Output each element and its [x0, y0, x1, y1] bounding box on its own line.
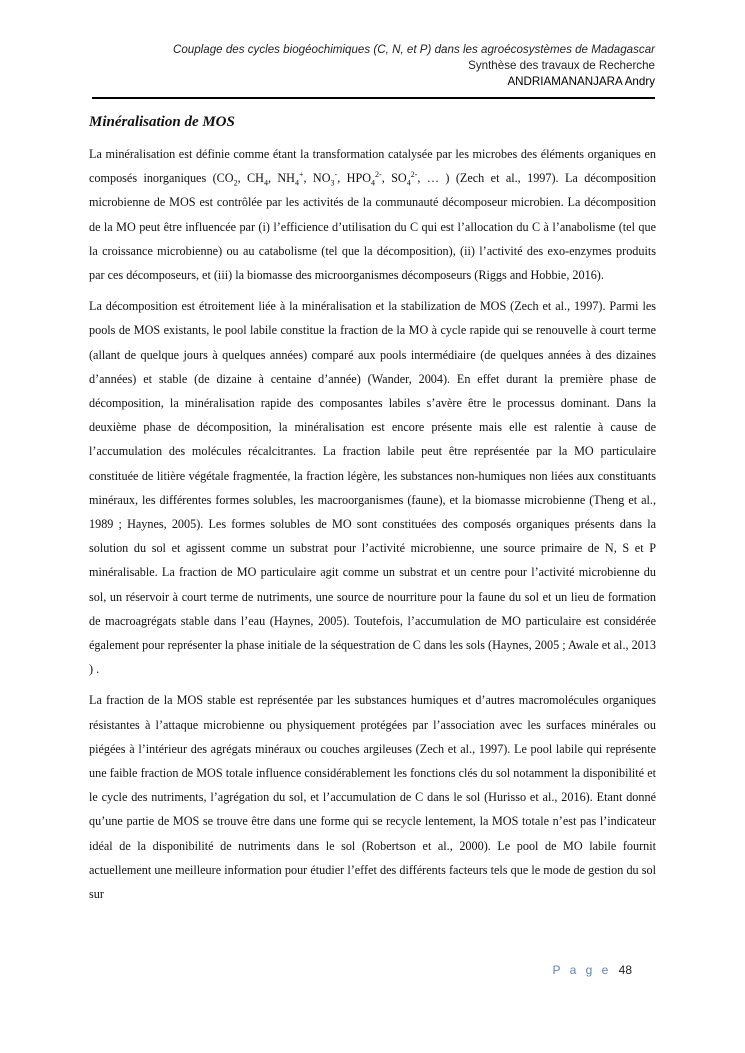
- running-header: [173, 42, 655, 90]
- header-title: Couplage des cycles biogéochimiques (C, N, et P) dans les agroécosystèmes de Madagascar: [172, 43, 655, 56]
- header-author: ANDRIAMANANJARA Andry: [507, 75, 655, 88]
- page-body: [89, 111, 656, 913]
- page-footer: [552, 963, 632, 977]
- page-number: 48: [618, 963, 632, 977]
- header-rule: [92, 97, 655, 99]
- paragraph-2: La décomposition est étroitement liée à la minéralisation et la stabilization de MOS (Zech et al., 1997). Parmi les pools de MOS existants, le pool labile constitue la fraction de la MO à cycle rapide qui se renouvelle à court terme (allant de quelque jours à quelques années) comparé aux pools intermédiaire (de quelques années à des dizaines d’années) et stable (de dizaine à centaine d’année) (Wander, 2004). En effet durant la première phase de décomposition, la minéralisation rapide des composantes labiles s’avère être le processus dominant. Dans la deuxième phase de décomposition, la minéralisation est encore présente mais elle est ralentie à cause de l’accumulation des molécules récalcitrantes. La fraction labile peut être représentée par la MO particulaire constituée de litière végétale fragmentée, la fraction légère, les substances non-humiques non liées aux constituants minéraux, les différentes formes solubles, les macroorganismes (faune), et la biomasse microbienne (Theng et al., 1989 ; Haynes, 2005). Les formes solubles de MO sont constituées des composés organiques présents dans la solution du sol et agissent comme un substrat pour l’activité microbienne, une source primaire de N, S et P minéralisable. La fraction de MO particulaire agit comme un substrat et un centre pour l’activité microbienne du sol, un réservoir à court terme de nutriments, une source de nourriture pour la faune du sol et un lieu de formation de macroagrégats stable dans l’eau (Haynes, 2005). Toutefois, l’accumulation de MO particulaire est considérée également pour représenter la phase initiale de la séquestration de C dans les sols (Haynes, 2005 ; Awale et al., 2013 ) .: [89, 299, 656, 677]
- paragraph-3: La fraction de la MOS stable est représentée par les substances humiques et d’autres macromolécules organiques résistantes à l’attaque microbienne ou physiquement protégées par l’association avec les surfaces minérales ou piégées à l’intérieur des agrégats minéraux ou couches argileuses (Zech et al., 1997). Le pool labile qui représente une faible fraction de MOS totale influence considérablement les fonctions clés du sol notamment la disponibilité et le cycle des nutriments, l’agrégation du sol, et l’accumulation de C dans le sol (Hurisso et al., 2016). Etant donné qu’une partie de MOS se trouve être dans une forme qui se recycle lentement, la MOS totale n’est pas l’indicateur idéal de la disponibilité de nutriments dans le sol (Robertson et al., 2000). Le pool de MO labile fournit actuellement une meilleure information pour étudier l’effet des différents facteurs tels que le mode de gestion du sol sur: [89, 693, 656, 902]
- header-subtitle: Synthèse des travaux de Recherche: [468, 59, 655, 72]
- page-label: P a g e: [552, 963, 612, 977]
- paragraph-1: La minéralisation est définie comme étant la transformation catalysée par les microbes des éléments organiques en composés inorganiques ($CO_2$, $CH_4$, $NH_4^+$, $NO_3^-$, $HPO_4^{2-}$, $SO_4^{2-}$, … ) (Zech et al., 1997). La décomposition microbienne de MOS est contrôlée par les activités de la communauté décomposeur microbien. La décomposition de la MO peut être influencée par (i) l’efficience d’utilisation du C qui est l’allocation du C à l’anabolisme (tel que la croissance microbienne) ou au catabolisme (tel que la décomposition), (ii) l’activité des exo-enzymes produits par ces décomposeurs, et (iii) la biomasse des microorganismes décomposeurs (Riggs and Hobbie, 2016).: [89, 147, 656, 283]
- section-heading: Minéralisation de MOS: [89, 114, 235, 130]
